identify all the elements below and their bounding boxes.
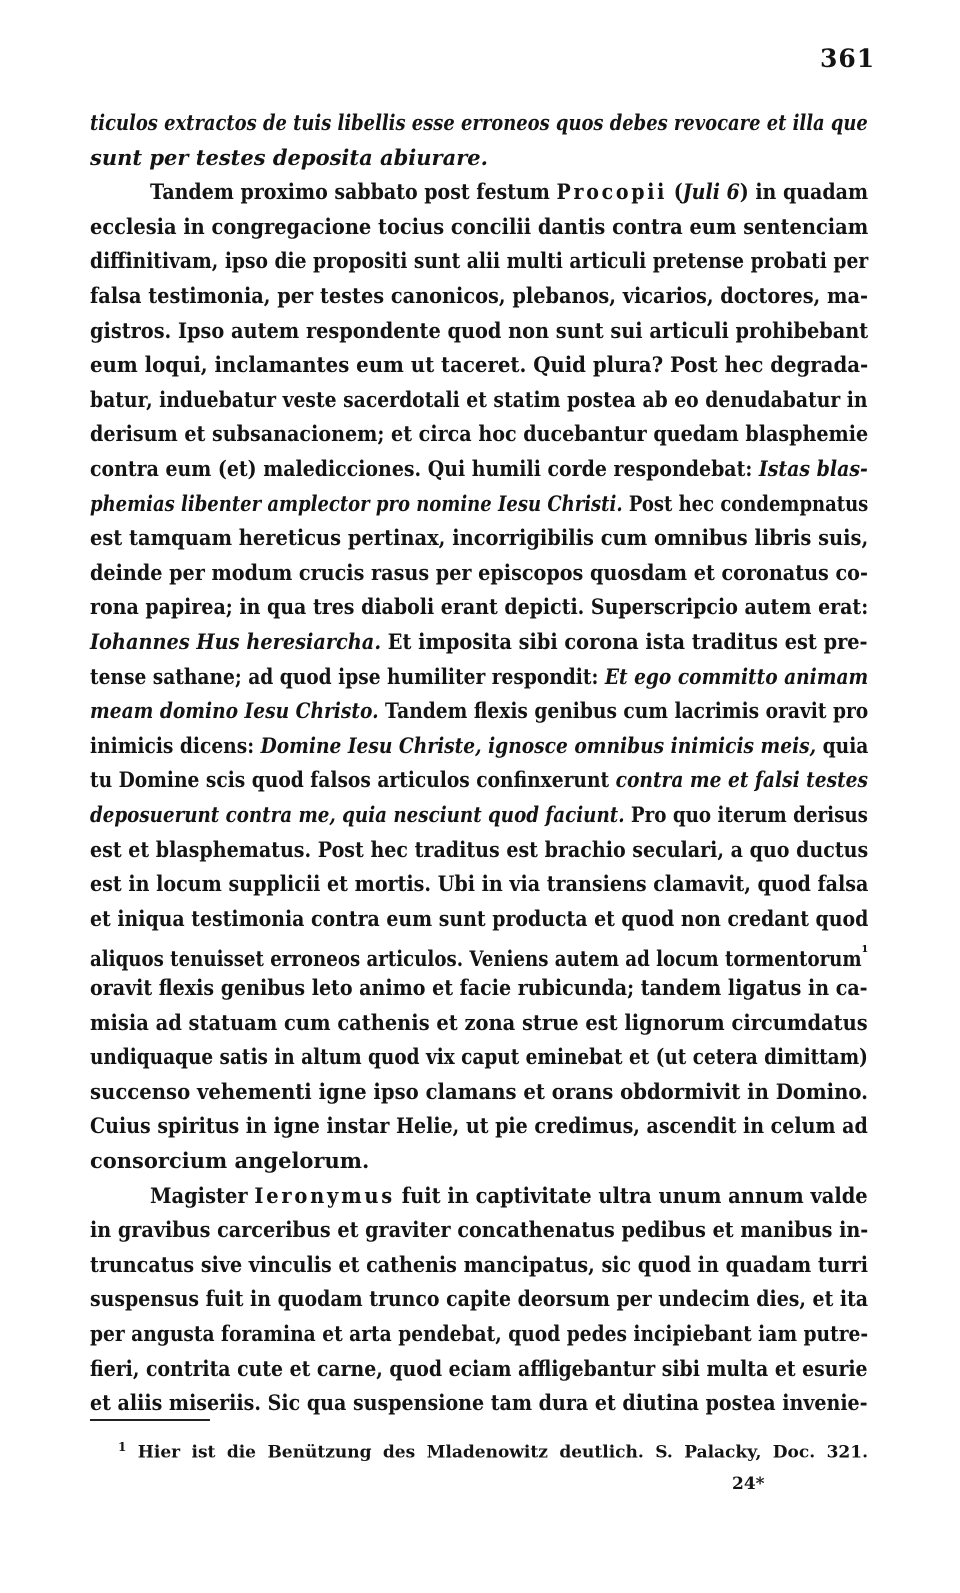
text-line: [90, 279, 868, 313]
footnote-marker: 1: [118, 1440, 127, 1454]
text-line: [90, 556, 868, 590]
text-span: ) in quadam: [739, 179, 869, 205]
text-span: Et imposita sibi corona ista traditus est pre-: [381, 629, 868, 654]
text-line: [90, 867, 868, 901]
text-line: [90, 487, 868, 521]
text-span: diffinitivam, ipso die propositi sunt alii multi articuli pretense probati per: [90, 248, 869, 274]
text-line: [90, 694, 868, 728]
italic-text: sunt per testes deposita abiurare.: [90, 144, 488, 170]
text-line: [90, 1109, 868, 1143]
text-span: quia: [816, 732, 869, 758]
text-span: Tandem proximo sabbato post festum: [150, 179, 557, 205]
text-line: [90, 210, 868, 244]
text-span: eum loqui, inclamantes eum ut taceret. Quid plura? Post hec degrada-: [90, 352, 869, 378]
text-line: [90, 1144, 369, 1178]
text-span: deinde per modum crucis rasus per episcopos quosdam et coronatus co-: [90, 559, 868, 585]
text-line: [90, 521, 868, 555]
text-line: [90, 971, 868, 1005]
text-span: consorcium angelorum.: [90, 1148, 370, 1173]
text-span: Cuius spiritus in igne instar Helie, ut pie credimus, ascendit in celum ad: [90, 1113, 868, 1139]
text-span: Magister: [150, 1182, 255, 1208]
text-span: oravit flexis genibus leto animo et facie rubicunda; tandem ligatus in ca-: [90, 975, 868, 1000]
text-span: fieri, contrita cute et carne, quod eciam affligebantur sibi multa et esurie: [90, 1355, 868, 1381]
text-span: tense sathane; ad quod ipse humiliter respondit:: [90, 663, 605, 689]
text-line: [90, 729, 868, 763]
text-line: [90, 833, 868, 867]
text-span: in gravibus carceribus et graviter concathenatus pedibus et manibus in-: [90, 1217, 869, 1243]
text-span: Ieronymus: [254, 1182, 396, 1208]
text-span: batur, induebatur veste sacerdotali et statim postea ab eo denudabatur in: [90, 386, 868, 412]
text-span: est tamquam hereticus pertinax, incorrigibilis cum omnibus libris suis,: [90, 525, 869, 551]
text-span: aliquos tenuisset erroneos articulos. Veniens autem ad locum tormentorum: [90, 946, 862, 972]
text-span: (: [667, 179, 683, 205]
text-span: inimicis dicens:: [90, 732, 261, 758]
footnote-text: Hier ist die Benützung des Mladenowitz deutlich. S. Palacky, Doc. 321.: [137, 1442, 868, 1463]
signature-mark: 24*: [732, 1474, 765, 1494]
text-span: truncatus sive vinculis et cathenis mancipatus, sic quod in quadam turri: [90, 1251, 868, 1277]
text-line: [90, 1040, 868, 1074]
text-span: succenso vehementi igne ipso clamans et orans obdormivit in Domino.: [90, 1078, 868, 1104]
text-line: [90, 314, 868, 348]
italic-text: Juli 6: [682, 179, 740, 205]
text-span: suspensus fuit in quodam trunco capite deorsum per undecim dies, et ita: [90, 1286, 869, 1312]
text-span: per angusta foramina et arta pendebat, quod pedes incipiebant iam putre-: [90, 1321, 869, 1346]
footnote-rule: [90, 1419, 210, 1421]
text-line: [90, 590, 868, 624]
text-span: est in locum supplicii et mortis. Ubi in via transiens clamavit, quod falsa: [90, 871, 869, 897]
text-line: [90, 1282, 868, 1316]
text-span: rona papirea; in qua tres diaboli erant depicti. Superscripcio autem erat:: [90, 594, 869, 620]
text-span: fuit in captivitate ultra unum annum valde: [395, 1182, 868, 1208]
text-span: falsa testimonia, per testes canonicos, plebanos, vicarios, doctores, ma-: [90, 283, 868, 308]
italic-text: contra me et falsi testes: [615, 767, 869, 793]
italic-text: Istas blas-: [758, 456, 868, 481]
text-line: [90, 417, 868, 451]
footnote: [118, 1440, 868, 1463]
text-line: [90, 141, 488, 175]
italic-text: Domine Iesu Christe, ignosce omnibus inimicis meis,: [260, 732, 817, 758]
italic-text: Et ego committo animam: [604, 663, 869, 689]
text-span: tu Domine scis quod falsos articulos confinxerunt: [90, 767, 616, 793]
text-span: gistros. Ipso autem respondente quod non sunt sui articuli prohibebant: [90, 317, 869, 343]
italic-text: deposuerunt contra me, quia nesciunt quod faciunt.: [90, 802, 625, 827]
text-line: [90, 348, 868, 382]
text-line: [90, 106, 868, 140]
text-line: [90, 1386, 868, 1420]
text-span: Tandem flexis genibus cum lacrimis oravit pro: [378, 698, 869, 724]
text-line: [90, 1075, 868, 1109]
text-span: Post hec condempnatus: [622, 490, 869, 516]
text-line: [90, 1352, 868, 1386]
italic-text: phemias libenter amplector pro nomine Iesu Christi.: [90, 490, 623, 516]
text-line: [90, 763, 868, 797]
italic-text: ticulos extractos de tuis libellis esse erroneos quos debes revocare et illa que: [90, 110, 868, 135]
page-number: 361: [820, 44, 876, 73]
text-span: ecclesia in congregacione tocius concilii dantis contra eum sentenciam: [90, 213, 869, 239]
text-span: Procopii: [556, 179, 668, 205]
text-line: [90, 452, 868, 486]
italic-text: meam domino Iesu Christo.: [90, 698, 379, 724]
text-span: et iniqua testimonia contra eum sunt producta et quod non credant quod: [90, 905, 869, 931]
text-span: Pro quo iterum derisus: [624, 802, 868, 827]
text-line: [90, 936, 868, 970]
text-line: [150, 1179, 868, 1213]
text-span: derisum et subsanacionem; et circa hoc ducebantur quedam blasphemie: [90, 421, 869, 447]
text-span: et aliis miseriis. Sic qua suspensione tam dura et diutina postea invenie-: [90, 1390, 868, 1416]
text-span: undiquaque satis in altum quod vix caput eminebat et (ut cetera dimittam): [90, 1044, 868, 1070]
text-line: [150, 175, 868, 209]
text-line: [90, 244, 868, 278]
text-span: est et blasphematus. Post hec traditus est brachio seculari, a quo ductus: [90, 836, 869, 862]
text-line: [90, 1213, 868, 1247]
text-line: [90, 660, 868, 694]
text-line: [90, 798, 868, 832]
text-line: [90, 1006, 868, 1040]
text-line: [90, 383, 868, 417]
text-line: [90, 1248, 868, 1282]
text-line: [90, 1317, 868, 1351]
text-span: contra eum (et) maledicciones. Qui humili corde respondebat:: [90, 456, 759, 481]
text-line: [90, 625, 868, 659]
italic-text: Iohannes Hus heresiarcha.: [90, 629, 382, 654]
text-span: misia ad statuam cum cathenis et zona strue est lignorum circumdatus: [90, 1009, 868, 1035]
text-line: [90, 902, 868, 936]
footnote-ref: ¹: [861, 943, 869, 964]
